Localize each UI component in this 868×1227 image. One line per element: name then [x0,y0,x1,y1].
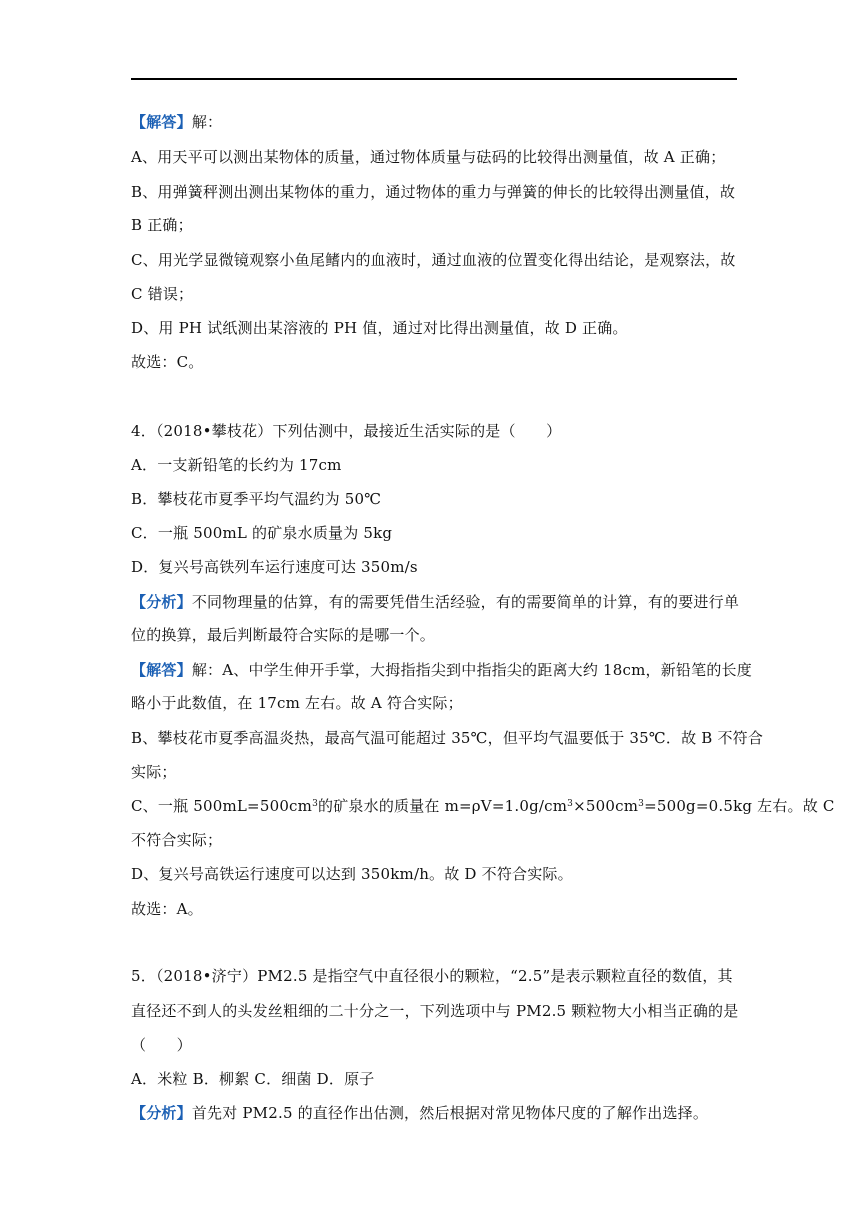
q3-answer-b-line2: B 正确； [131,216,193,234]
q3-answer-c-line1: C、用光学显微镜观察小鱼尾鳍内的血液时，通过血液的位置变化得出结论，是观察法，故 [131,251,736,269]
q4-answer-a-line2: 略小于此数值，在 17cm 左右。故 A 符合实际； [131,694,463,712]
q4-option-a: A．一支新铅笔的长约为 17cm [131,456,342,474]
answer-intro: 解： [191,113,223,131]
analysis-tag: 【分析】 [131,1104,192,1122]
c-text-3: ×500cm [573,797,639,815]
analysis-tag: 【分析】 [131,593,192,611]
answer-text: 解：A、中学生伸开手掌，大拇指指尖到中指指尖的距离大约 18cm，新铅笔的长度 [191,661,752,679]
c-text-2: 的矿泉水的质量在 m=ρV=1.0g/cm [318,797,568,815]
q5-analysis [131,1103,708,1123]
c-text-1: C、一瓶 500mL=500cm [131,797,313,815]
q4-answer-b-line2: 实际； [131,763,177,781]
q4-choice: 故选：A。 [131,900,203,918]
superscript-3: 3 [567,799,574,809]
q3-answer-heading [131,112,222,132]
q4-option-d: D．复兴号高铁列车运行速度可达 350m/s [131,558,418,576]
q4-answer-c-line2: 不符合实际； [131,831,223,849]
superscript-3: 3 [638,799,645,809]
q4-analysis-line2: 位的换算，最后判断最符合实际的是哪一个。 [131,626,436,644]
q3-answer-c-line2: C 错误； [131,285,194,303]
q4-answer-b-line1: B、攀枝花市夏季高温炎热，最高气温可能超过 35℃，但平均气温要低于 35℃．故 B 不符合 [131,729,764,747]
q4-option-c: C．一瓶 500mL 的矿泉水质量为 5kg [131,524,393,542]
q3-answer-a: A、用天平可以测出某物体的质量，通过物体质量与砝码的比较得出测量值，故 A 正确； [131,148,726,166]
q5-stem-line1: 5．（2018•济宁）PM2.5 是指空气中直径很小的颗粒，“2.5”是表示颗粒直径的数值，其 [131,967,733,985]
header-rule [131,78,737,80]
q4-stem: 4．（2018•攀枝花）下列估测中，最接近生活实际的是（ ） [131,422,562,440]
q5-stem-line3: （ ） [131,1036,192,1054]
q4-answer-c-line1 [131,796,835,816]
q3-answer-b-line1: B、用弹簧秤测出测出某物体的重力，通过物体的重力与弹簧的伸长的比较得出测量值，故 [131,183,736,201]
q4-option-b: B．攀枝花市夏季平均气温约为 50℃ [131,490,382,508]
q4-answer-line1 [131,660,752,680]
q4-analysis-line1 [131,592,739,612]
q5-options: A．米粒 B．柳絮 C．细菌 D．原子 [131,1070,375,1088]
answer-tag: 【解答】 [131,113,192,131]
c-text-4: =500g=0.5kg 左右。故 C [644,797,835,815]
q5-stem-line2: 直径还不到人的头发丝粗细的二十分之一，下列选项中与 PM2.5 颗粒物大小相当正确的是 [131,1002,739,1020]
superscript-3: 3 [312,799,319,809]
answer-tag: 【解答】 [131,661,192,679]
q3-answer-d: D、用 PH 试纸测出某溶液的 PH 值，通过对比得出测量值，故 D 正确。 [131,319,628,337]
q4-answer-d: D、复兴号高铁运行速度可以达到 350km/h。故 D 不符合实际。 [131,865,573,883]
analysis-text: 首先对 PM2.5 的直径作出估测，然后根据对常见物体尺度的了解作出选择。 [191,1104,709,1122]
analysis-text: 不同物理量的估算，有的需要凭借生活经验，有的需要简单的计算，有的要进行单 [191,593,740,611]
q3-choice: 故选：C。 [131,353,204,371]
